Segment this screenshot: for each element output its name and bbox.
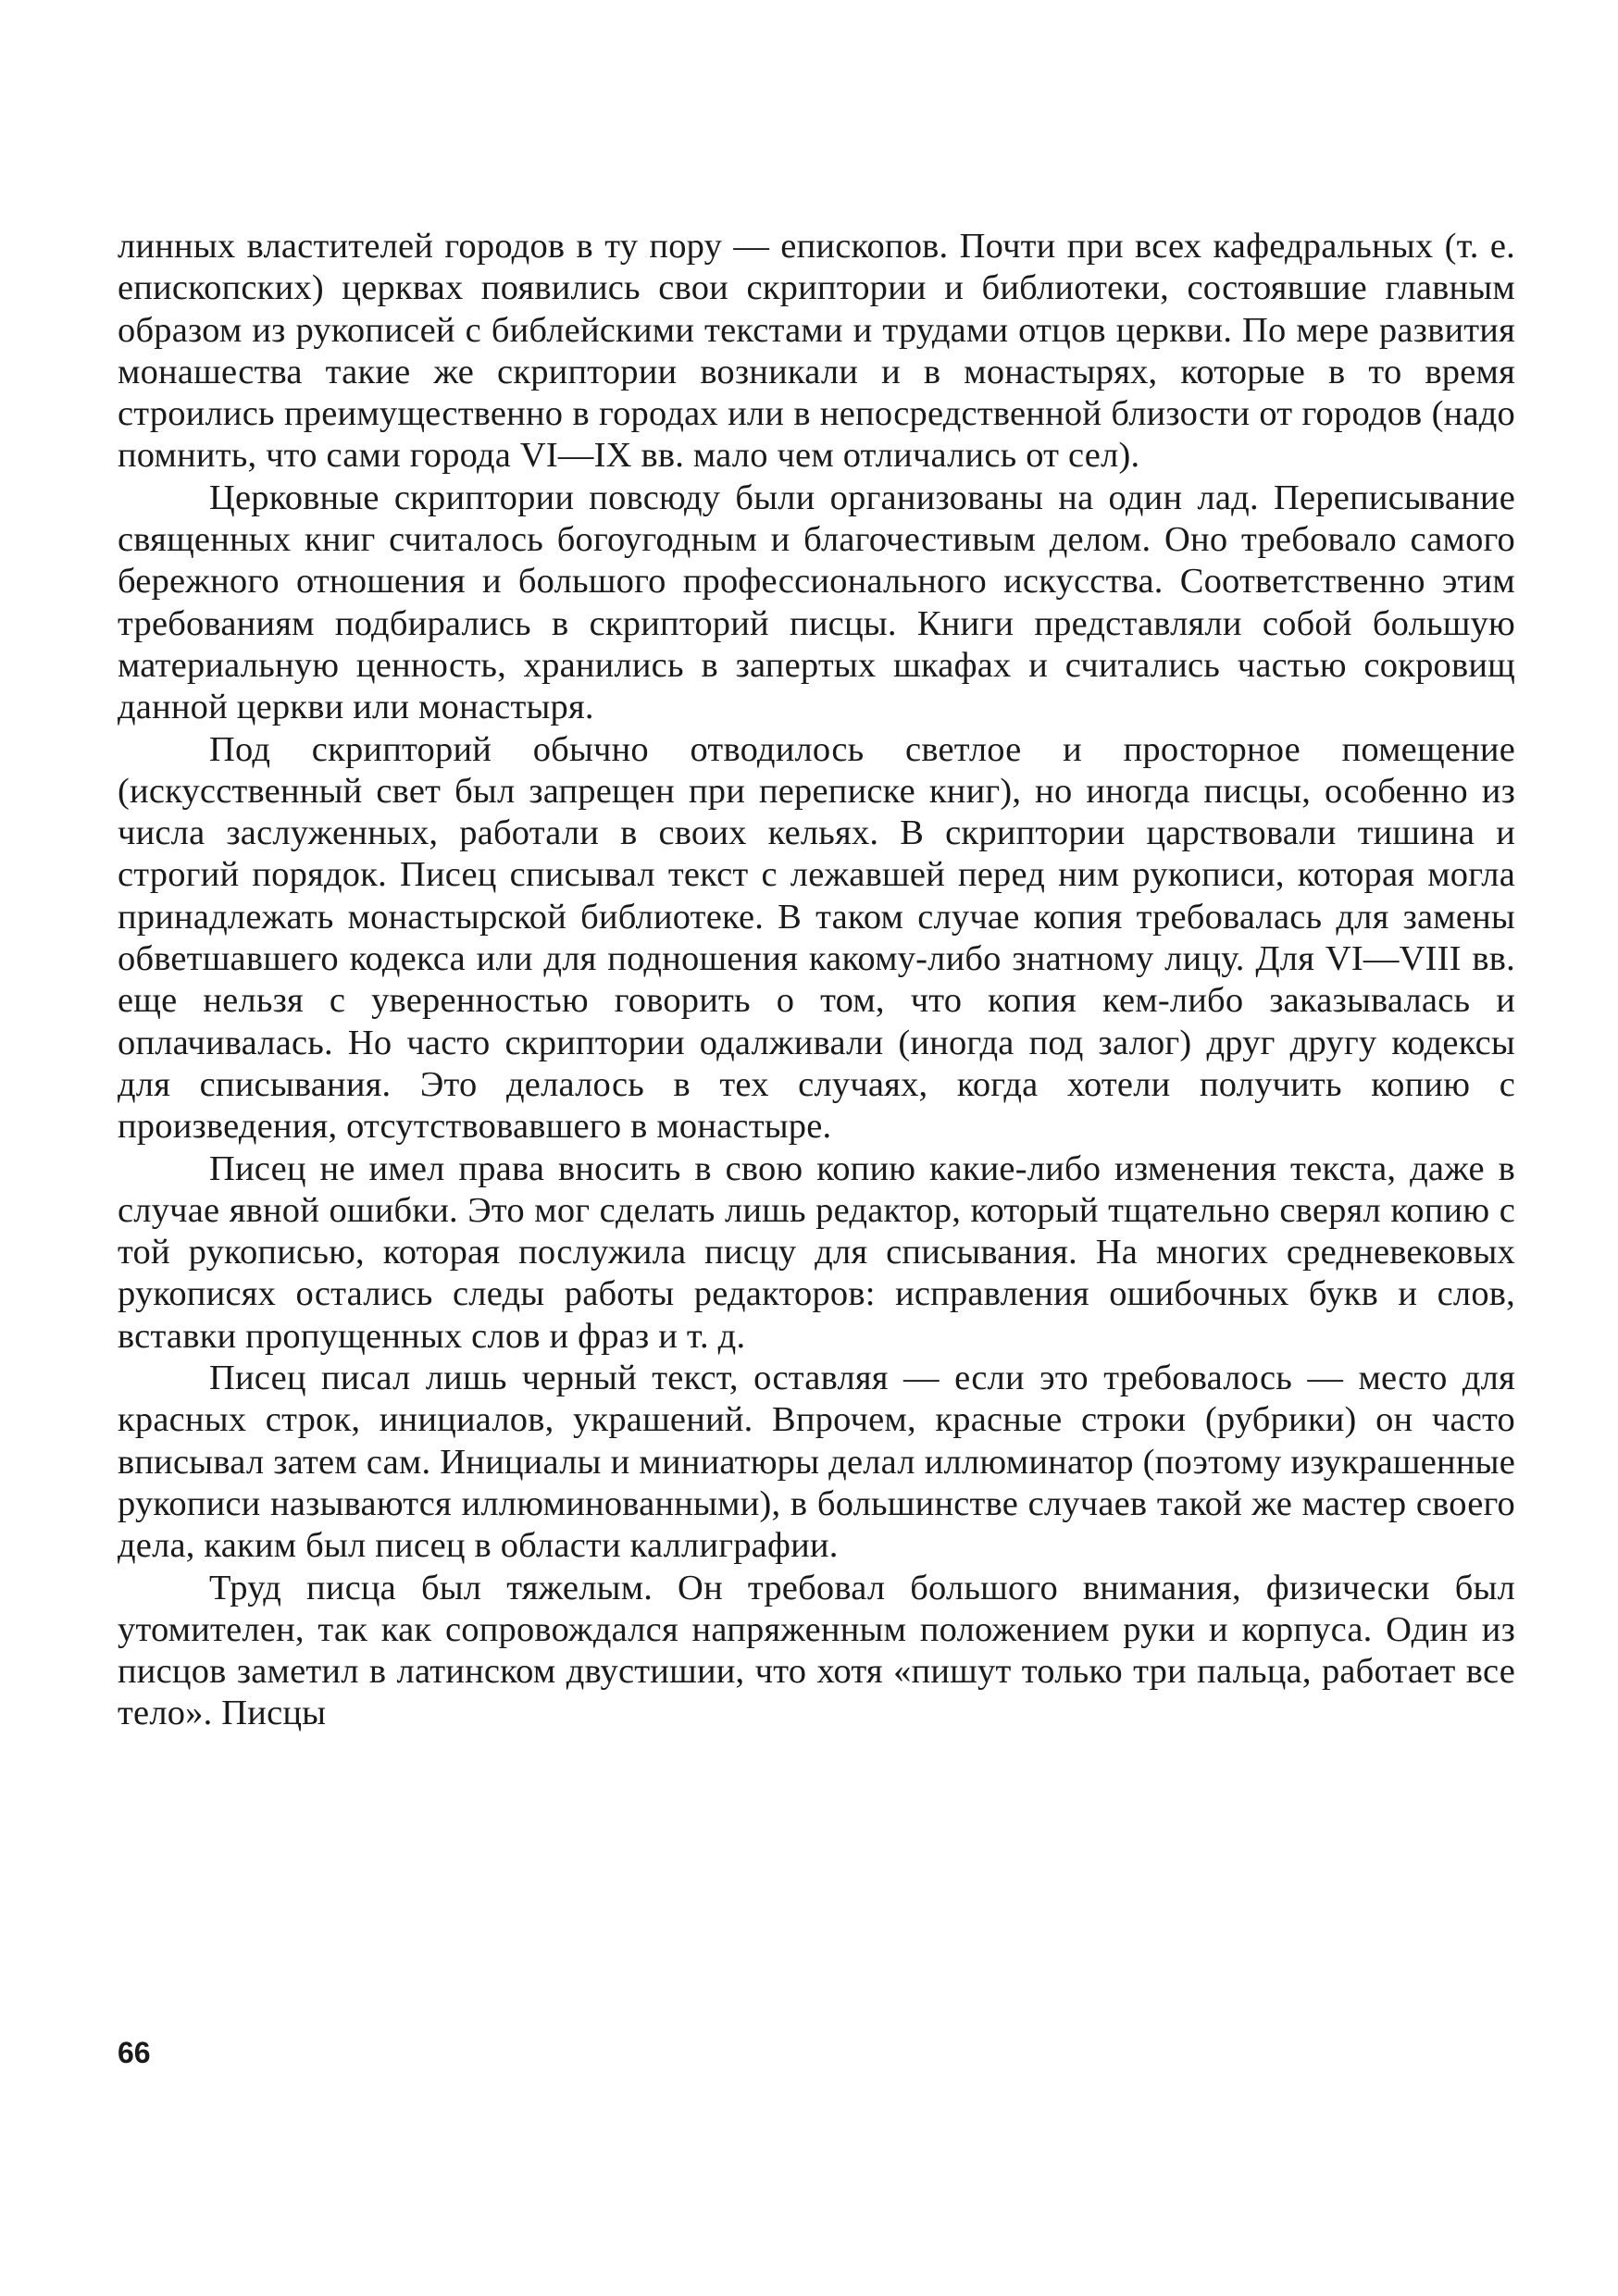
- paragraph-editor: Писец не имел права вносить в свою копию какие-либо изменения текста, даже в случае явной ошибки. Это мог сделать лишь редактор, который тщательно сверял копию с той рукописью, которая послужила писцу для списывания. На многих средневековых рукописях остались следы работы редакторов: исправления ошибочных букв и слов, вставки пропущенных слов и фраз и т. д.: [118, 1148, 1515, 1356]
- paragraph-scriptoria-organization: Церковные скриптории повсюду были организованы на один лад. Переписывание священных книг считалось богоугодным и благочестивым делом. Оно требовало самого бережного отношения и большого профессионального искусства. Соответственно этим требованиям подбирались в скрипторий писцы. Книги представляли собой большую материальную ценность, хранились в запертых шкафах и считались частью сокровищ данной церкви или монастыря.: [118, 478, 1515, 727]
- page-number: 66: [118, 2036, 151, 2069]
- paragraph-continuation: линных властителей городов в ту пору — епископов. Почти при всех кафедральных (т. е. епископских) церквах появились свои скриптории и библиотеки, состоявшие главным образом из рукописей с библейскими текстами и трудами отцов церкви. По мере развития монашества такие же скриптории возникали и в монастырях, которые в то время строились преимущественно в городах или в непосредственной близости от городов (надо помнить, что сами города VI—IX вв. мало чем отличались от сел).: [118, 227, 1515, 476]
- body-text: [118, 226, 1515, 1735]
- paragraph-scriptorium-room: Под скрипторий обычно отводилось светлое и просторное помещение (искусственный свет был запрещен при переписке книг), но иногда писцы, особенно из числа заслуженных, работали в своих кельях. В скриптории царствовали тишина и строгий порядок. Писец списывал текст с лежавшей перед ним рукописи, которая могла принадлежать монастырской библиотеке. В таком случае копия требовалась для замены обветшавшего кодекса или для подношения какому-либо знатному лицу. Для VI—VIII вв. еще нельзя с уверенностью говорить о том, что копия кем-либо заказывалась и оплачивалась. Но часто скриптории одалживали (иногда под залог) друг другу кодексы для списывания. Это делалось в тех случаях, когда хотели получить копию с произведения, отсутствовавшего в монастыре.: [118, 729, 1515, 1147]
- paragraph-illuminator: Писец писал лишь черный текст, оставляя — если это требовалось — место для красных строк, инициалов, украшений. Впрочем, красные строки (рубрики) он часто вписывал затем сам. Инициалы и миниатюры делал иллюминатор (поэтому изукрашенные рукописи называются иллюминованными), в большинстве случаев такой же мастер своего дела, каким был писец в области каллиграфии.: [118, 1359, 1515, 1566]
- paragraph-scribe-labor: Труд писца был тяжелым. Он требовал большого внимания, физически был утомителен, так как сопровождался напряженным положением руки и корпуса. Один из писцов заметил в латинском двустишии, что хотя «пишут только три пальца, работает все тело». Писцы: [118, 1568, 1515, 1733]
